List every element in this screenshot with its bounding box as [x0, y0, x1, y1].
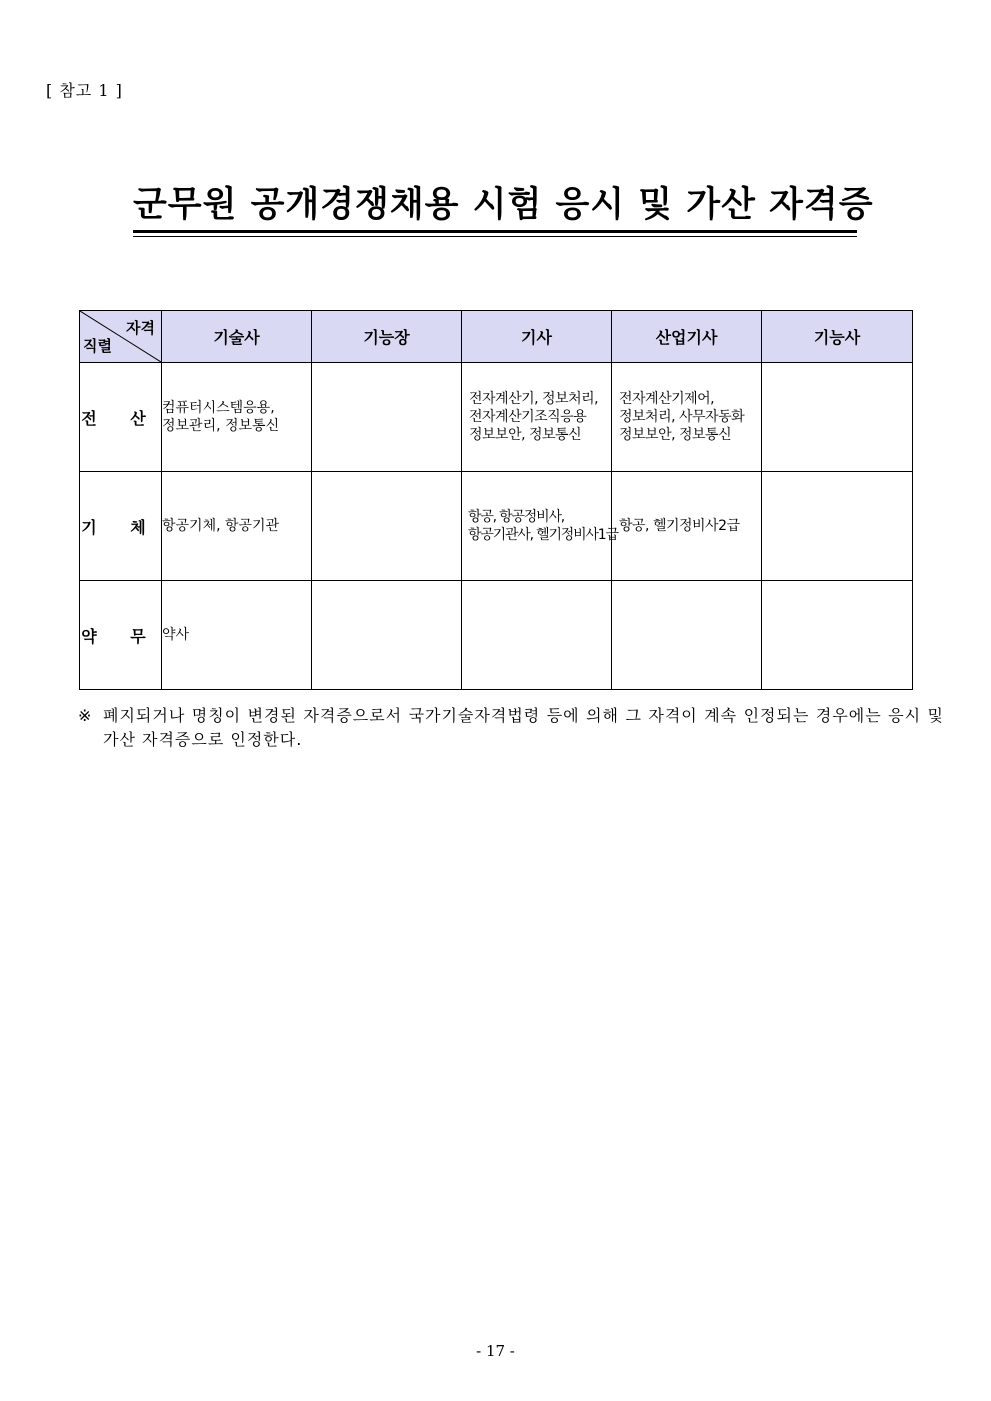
column-header: 기능장	[312, 311, 462, 363]
table-cell	[462, 363, 612, 472]
table-cell	[162, 581, 312, 690]
table-cell	[462, 581, 612, 690]
table-row	[80, 363, 913, 472]
table-row	[80, 472, 913, 581]
table-cell	[312, 472, 462, 581]
corner-header-cell	[80, 311, 162, 363]
row-header: 약 무	[80, 581, 162, 690]
cell-line: 전자계산기조직응용	[469, 409, 587, 425]
cell-line: 약사	[162, 627, 190, 643]
page-title: 군무원 공개경쟁채용 시험 응시 및 가산 자격증	[133, 185, 874, 225]
table-cell	[462, 472, 618, 581]
cell-line: 전자계산기, 정보처리,	[469, 391, 599, 407]
footnote	[78, 704, 944, 752]
cell-line: 항공기체, 항공기관	[162, 518, 280, 534]
cell-line: 항공, 항공정비사,	[468, 509, 565, 525]
row-header: 전 산	[80, 363, 162, 472]
table-cell	[762, 472, 913, 581]
footnote-text: 폐지되거나 명칭이 변경된 자격증으로서 국가기술자격법령 등에 의해 그 자격이 계속 인정되는 경우에는 응시 및 가산 자격증으로 인정한다.	[103, 706, 944, 749]
table-cell	[162, 472, 312, 581]
table-cell	[612, 363, 762, 472]
table-header-row	[80, 311, 913, 363]
column-header: 기능사	[762, 311, 913, 363]
cell-line: 컴퓨터시스템응용,	[162, 400, 275, 416]
title-double-underline	[133, 230, 857, 237]
table-cell	[162, 363, 312, 472]
column-header: 산업기사	[612, 311, 762, 363]
table-cell	[762, 363, 913, 472]
cell-line: 항공, 헬기정비사2급	[619, 518, 740, 534]
table-row	[80, 581, 913, 690]
column-header: 기술사	[162, 311, 312, 363]
cell-line: 정보보안, 정보통신	[619, 427, 732, 443]
cell-line: 전자계산기제어,	[619, 391, 715, 407]
column-header: 기사	[462, 311, 612, 363]
corner-top-label: 자격	[126, 319, 155, 337]
corner-bottom-label: 직렬	[83, 337, 112, 355]
certificate-table	[79, 310, 913, 690]
row-header: 기 체	[80, 472, 162, 581]
reference-tag: [ 참고 1 ]	[46, 81, 123, 100]
table-cell	[612, 581, 762, 690]
cell-line: 정보처리, 사무자동화	[619, 409, 745, 425]
cell-line: 정보관리, 정보통신	[162, 418, 280, 434]
title-block	[133, 184, 874, 237]
reference-mark-icon: ※	[78, 706, 93, 725]
table-cell	[312, 363, 462, 472]
cell-line: 항공기관사, 헬기정비사1급	[468, 527, 618, 543]
table-cell	[612, 472, 762, 581]
table-cell	[312, 581, 462, 690]
cell-line: 정보보안, 정보통신	[469, 427, 582, 443]
table-cell	[762, 581, 913, 690]
page-number: - 17 -	[476, 1342, 515, 1360]
